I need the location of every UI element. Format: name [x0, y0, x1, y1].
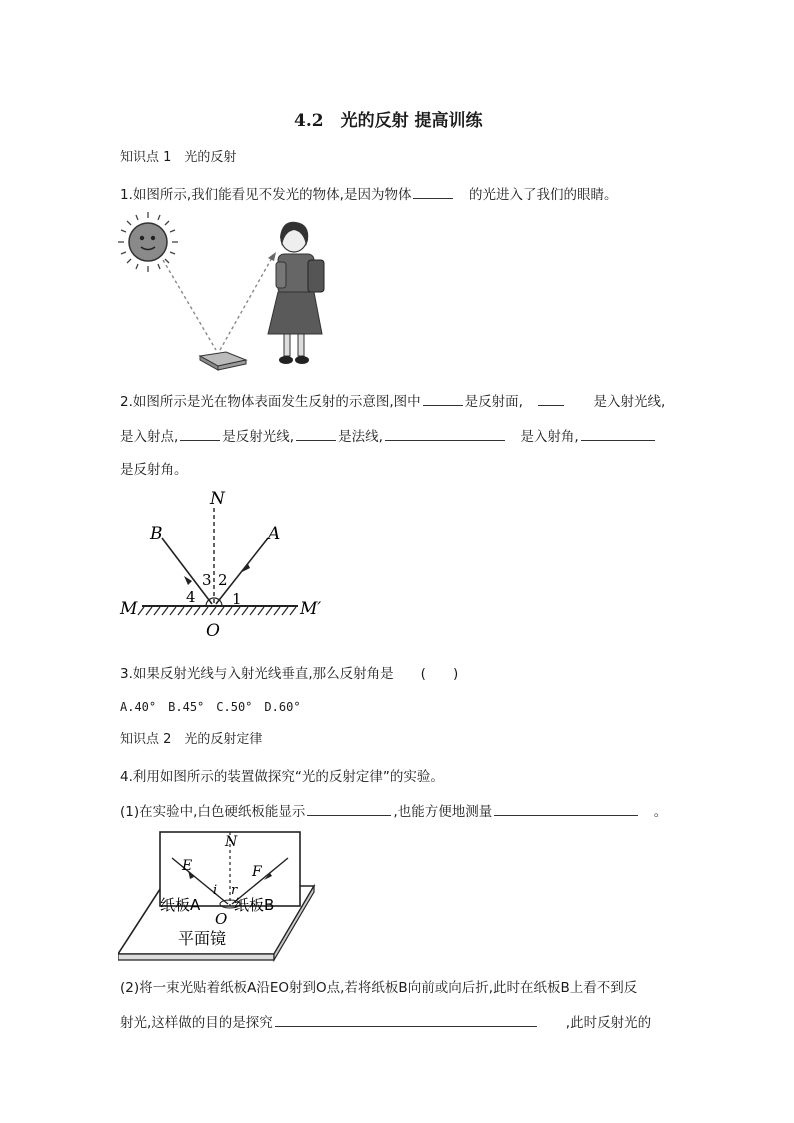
q4-blank-3[interactable]: [275, 1012, 537, 1027]
section-heading-2: 知识点 2 光的反射定律: [120, 732, 263, 747]
q2-text-g: 是入射角,: [520, 429, 579, 445]
q4-blank-2[interactable]: [494, 801, 638, 816]
figure-reflection-apparatus: [118, 830, 318, 962]
incident-light-path: [163, 260, 216, 350]
question-4-part-2-line-1: (2)将一束光贴着纸板A沿EO射到O点,若将纸板B向前或向后折,此时在纸板B上看不到反: [120, 980, 638, 996]
q2-text-e: 是反射光线,: [222, 429, 295, 445]
book-icon: [200, 352, 246, 370]
incident-arrow-icon: [184, 576, 192, 585]
angle-3-label: 3: [202, 571, 212, 589]
option-c[interactable]: C.50°: [216, 700, 253, 714]
question-2-line-3: 是反射角。: [120, 462, 188, 478]
q2-blank-2[interactable]: [538, 391, 564, 406]
q4-p2-text-a: 射光,这样做的目的是探究: [120, 1015, 273, 1031]
label-m-prime: M′: [300, 599, 322, 619]
q4-p1-text-b: ,也能方便地测量: [393, 804, 493, 820]
arrowhead-icon: [268, 252, 276, 261]
label-m: M: [120, 599, 138, 619]
label-board-a: 纸板A: [160, 896, 201, 914]
question-1: [120, 183, 617, 203]
mirror-hatching: [138, 607, 296, 615]
label-a: A: [268, 524, 281, 544]
q2-text-c: 是入射光线,: [593, 394, 666, 410]
label-n: N: [225, 834, 238, 850]
label-i: i: [213, 883, 218, 898]
option-a[interactable]: A.40°: [120, 700, 157, 714]
figure-reflection-diagram: [118, 486, 328, 642]
label-o: O: [206, 621, 220, 641]
question-3-options: [120, 698, 301, 715]
q2-text-f: 是法线,: [338, 429, 383, 445]
q4-p2-text-b: ,此时反射光的: [565, 1015, 652, 1031]
page-title: 4.2 光的反射 提高训练: [294, 111, 483, 131]
section-heading-1: 知识点 1 光的反射: [120, 150, 237, 165]
q2-blank-6[interactable]: [581, 426, 655, 441]
q2-blank-4[interactable]: [296, 426, 336, 441]
label-board-b: 纸板B: [234, 896, 275, 914]
q4-blank-1[interactable]: [307, 801, 391, 816]
question-2-line-2: [120, 425, 657, 445]
q1-text-a: 1.如图所示,我们能看见不发光的物体,是因为物体: [120, 187, 412, 203]
label-f: F: [252, 864, 262, 880]
q1-blank[interactable]: [413, 184, 453, 199]
q2-text-b: 是反射面,: [464, 394, 523, 410]
girl-icon: [268, 222, 324, 364]
angle-2-label: 2: [218, 571, 228, 589]
q2-blank-3[interactable]: [180, 426, 220, 441]
option-b[interactable]: B.45°: [168, 700, 205, 714]
figure-sun-book-girl: [118, 212, 328, 374]
angle-4-label: 4: [186, 588, 196, 606]
question-3: [120, 662, 458, 682]
q2-text-a: 2.如图所示是光在物体表面发生反射的示意图,图中: [120, 394, 421, 410]
angle-1-label: 1: [232, 590, 242, 608]
q4-p1-text-c: 。: [653, 804, 668, 820]
label-n: N: [210, 489, 225, 509]
q2-text-d: 是入射点,: [120, 429, 179, 445]
reflected-light-path: [220, 256, 273, 350]
label-e: E: [182, 858, 193, 874]
question-2-line-1: [120, 390, 665, 410]
label-r: r: [231, 883, 238, 898]
q3-answer-paren[interactable]: ( ): [420, 666, 459, 682]
option-d[interactable]: D.60°: [264, 700, 301, 714]
q2-blank-1[interactable]: [423, 391, 463, 406]
label-plane-mirror: 平面镜: [178, 929, 227, 948]
q4-p1-text-a: (1)在实验中,白色硬纸板能显示: [120, 804, 306, 820]
q1-text-b: 的光进入了我们的眼睛。: [468, 187, 618, 203]
label-b: B: [150, 524, 163, 544]
question-4-part-2-line-2: [120, 1011, 651, 1031]
question-4: 4.利用如图所示的装置做探究“光的反射定律”的实验。: [120, 769, 444, 785]
label-o: O: [215, 910, 228, 928]
question-4-part-1: [120, 800, 667, 820]
q2-blank-5[interactable]: [385, 426, 505, 441]
sun-icon: [118, 212, 178, 272]
q3-text: 3.如果反射光线与入射光线垂直,那么反射角是: [120, 666, 394, 682]
